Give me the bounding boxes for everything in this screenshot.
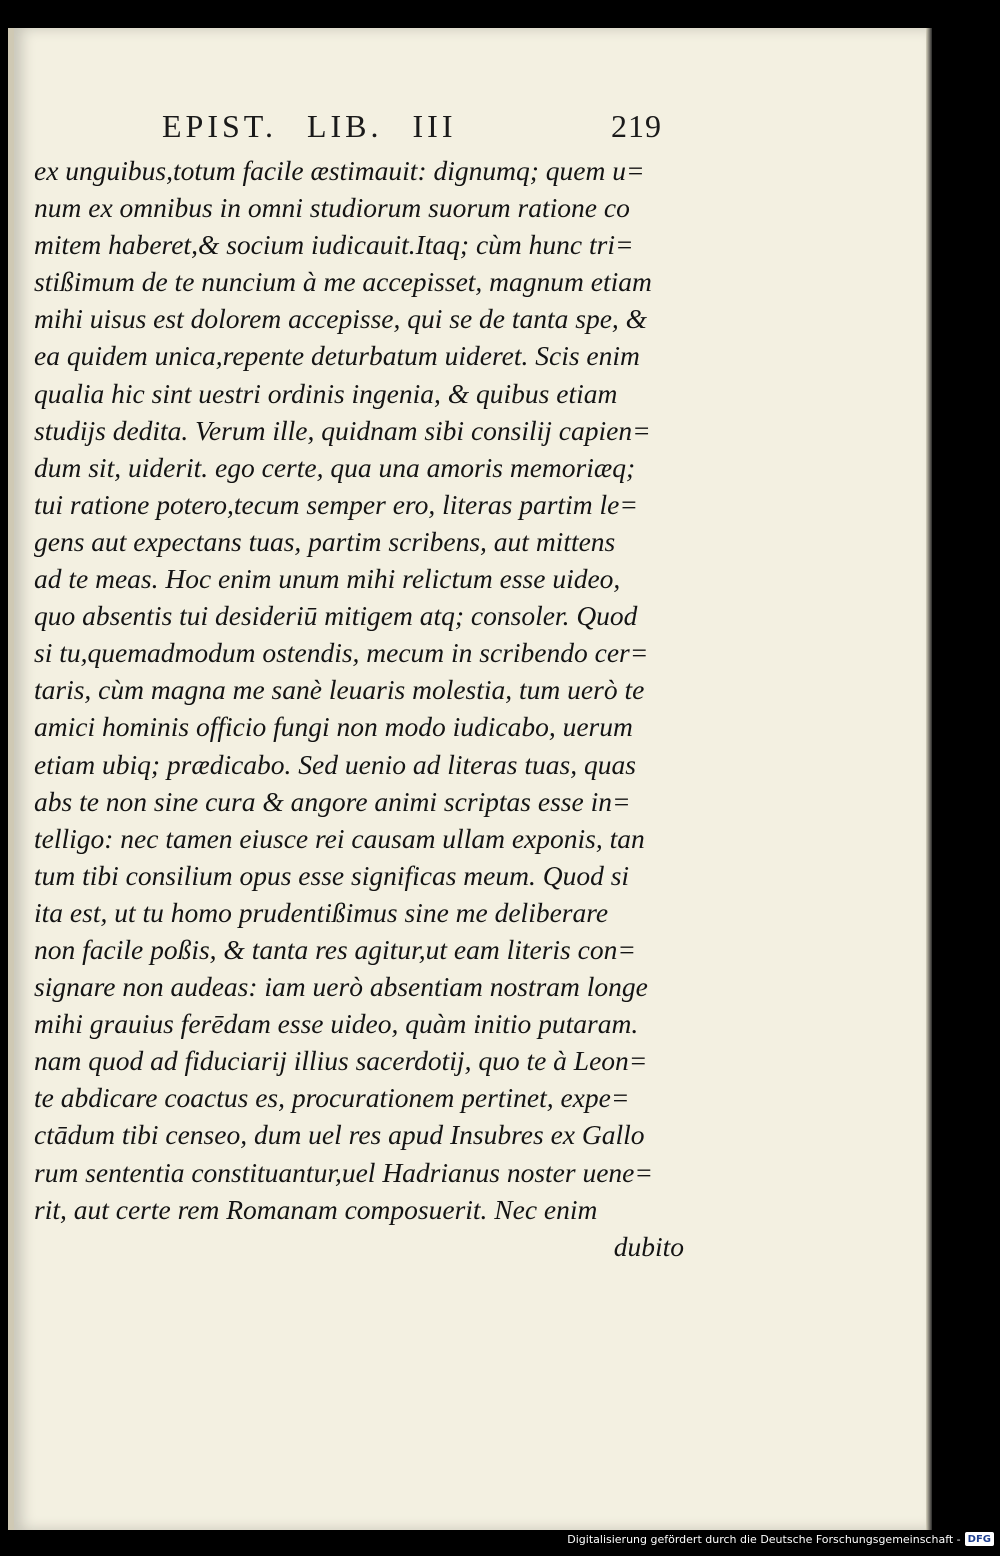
text-line: stißimum de te nuncium à me accepisset, magnum etiam bbox=[34, 266, 652, 298]
text-line: ex unguibus,totum facile æstimauit: dignumq; quem u= bbox=[34, 155, 645, 186]
text-line: mihi uisus est dolorem accepisse, qui se de tanta spe, & bbox=[34, 303, 648, 335]
text-line: rum sententia constituantur,uel Hadrianus noster uene= bbox=[34, 1156, 653, 1188]
credit-text: Digitalisierung gefördert durch die Deutsche Forschungsgemeinschaft - bbox=[567, 1532, 961, 1546]
text-line: te abdicare coactus es, procurationem pertinet, expe= bbox=[34, 1082, 630, 1114]
text-line: si tu,quemadmodum ostendis, mecum in scribendo cer= bbox=[34, 637, 649, 669]
text-line: etiam ubiq; prædicabo. Sed uenio ad literas tuas, quas bbox=[34, 748, 636, 780]
text-line: mitem haberet,& socium iudicauit.Itaq; cùm hunc tri= bbox=[34, 229, 634, 261]
text-line: gens aut expectans tuas, partim scribens, aut mittens bbox=[34, 525, 616, 557]
text-line: taris, cùm magna me sanè leuaris molestia, tum uerò te bbox=[34, 674, 645, 706]
text-line: studijs dedita. Verum ille, quidnam sibi consilij capien= bbox=[34, 414, 651, 446]
text-line: ea quidem unica,repente deturbatum uideret. Scis enim bbox=[34, 340, 640, 372]
text-line: tui ratione potero,tecum semper ero, literas partim le= bbox=[34, 488, 638, 520]
page-number: 219 bbox=[611, 108, 662, 144]
text-line: abs te non sine cura & angore animi scriptas esse in= bbox=[34, 785, 631, 817]
running-title-lib: LIB. bbox=[306, 108, 383, 144]
text-line: amici hominis officio fungi non modo iudicabo, uerum bbox=[34, 711, 633, 743]
catchword: dubito bbox=[613, 1230, 684, 1262]
text-line: quo absentis tui desideriū mitigem atq; consoler. Quod bbox=[34, 600, 638, 632]
letter-body bbox=[34, 152, 684, 1265]
text-line: rit, aut certe rem Romanam composuerit. Nec enim bbox=[34, 1193, 598, 1225]
text-line: dum sit, uiderit. ego certe, qua una amoris memoriæq; bbox=[34, 451, 636, 483]
text-line: tum tibi consilium opus esse significas meum. Quod si bbox=[34, 859, 630, 891]
text-line: mihi grauius ferēdam esse uideo, quàm initio putaram. bbox=[34, 1008, 639, 1040]
text-line: ad te meas. Hoc enim unum mihi relictum esse uideo, bbox=[34, 563, 621, 595]
text-line: non facile poßis, & tanta res agitur,ut eam literis con= bbox=[34, 933, 636, 965]
text-line: nam quod ad fiduciarij illius sacerdotij, quo te à Leon= bbox=[34, 1045, 648, 1077]
running-title-epist: EPIST. bbox=[162, 108, 277, 144]
page-edge bbox=[926, 28, 932, 1530]
text-line: signare non audeas: iam uerò absentiam nostram longe bbox=[34, 971, 648, 1003]
text-line: ctādum tibi censeo, dum uel res apud Insubres ex Gallo bbox=[34, 1119, 645, 1151]
text-line: num ex omnibus in omni studiorum suorum ratione co bbox=[34, 192, 630, 224]
digitization-credit bbox=[567, 1528, 994, 1550]
running-header bbox=[162, 108, 662, 148]
dfg-logo: DFG bbox=[965, 1532, 994, 1546]
text-line: ita est, ut tu homo prudentißimus sine me deliberare bbox=[34, 896, 609, 928]
running-title-book-number: III bbox=[412, 108, 457, 144]
text-line: qualia hic sint uestri ordinis ingenia, & quibus etiam bbox=[34, 377, 618, 409]
text-line: telligo: nec tamen eiusce rei causam ullam exponis, tan bbox=[34, 822, 645, 854]
